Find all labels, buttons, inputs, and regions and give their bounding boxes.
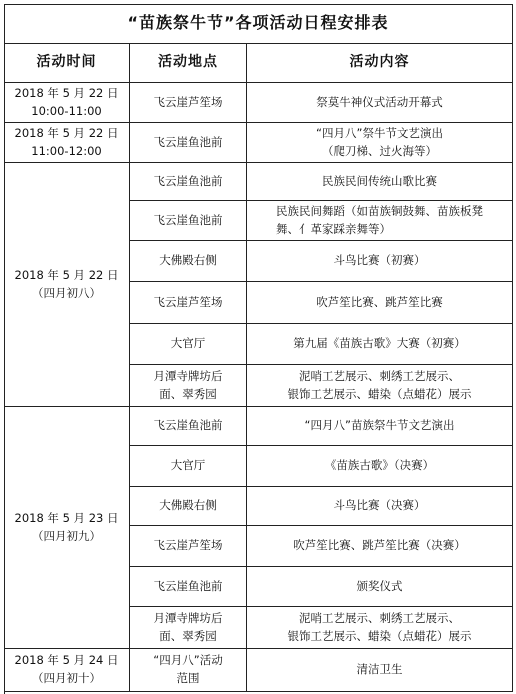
place-cell: 大官厅 [130,446,247,487]
time-cell: 2018 年 5 月 22 日 11:00-12:00 [4,123,130,163]
place-cell: 大佛殿右侧 [130,241,247,282]
header-content: 活动内容 [247,44,513,83]
content-cell: 斗鸟比赛（决赛） [247,487,513,526]
place-cell: 大佛殿右侧 [130,487,247,526]
place-cell: 飞云崖鱼池前 [130,123,247,163]
time-cell: 2018 年 5 月 24 日 （四月初十） [4,649,130,692]
table-title: “苗族祭牛节”各项活动日程安排表 [4,4,513,44]
header-place: 活动地点 [130,44,247,83]
time-cell: 2018 年 5 月 22 日 10:00-11:00 [4,83,130,123]
place-cell: 飞云崖鱼池前 [130,201,247,241]
place-cell: 飞云崖芦笙场 [130,282,247,324]
place-cell: 飞云崖鱼池前 [130,163,247,201]
time-cell-group: 2018 年 5 月 22 日 （四月初八） [4,163,130,407]
content-cell: 颁奖仪式 [247,567,513,607]
content-cell: 泥哨工艺展示、刺绣工艺展示、 银饰工艺展示、蜡染（点蜡花）展示 [247,607,513,649]
place-cell: “四月八”活动 范围 [130,649,247,692]
header-time: 活动时间 [4,44,130,83]
content-cell: 吹芦笙比赛、跳芦笙比赛 [247,282,513,324]
content-cell: 泥哨工艺展示、刺绣工艺展示、 银饰工艺展示、蜡染（点蜡花）展示 [247,365,513,407]
content-cell: 清洁卫生 [247,649,513,692]
content-cell: 吹芦笙比赛、跳芦笙比赛（决赛） [247,526,513,567]
content-cell: 祭莫牛神仪式活动开幕式 [247,83,513,123]
place-cell: 飞云崖芦笙场 [130,526,247,567]
content-cell: 《苗族古歌》（决赛） [247,446,513,487]
time-cell-group: 2018 年 5 月 23 日 （四月初九） [4,407,130,649]
content-cell: 斗鸟比赛（初赛） [247,241,513,282]
place-cell: 月潭寺牌坊后 面、翠秀园 [130,607,247,649]
place-cell: 飞云崖鱼池前 [130,407,247,446]
place-cell: 大官厅 [130,324,247,365]
content-cell: 第九届《苗族古歌》大赛（初赛） [247,324,513,365]
place-cell: 飞云崖鱼池前 [130,567,247,607]
place-cell: 飞云崖芦笙场 [130,83,247,123]
content-cell: “四月八”苗族祭牛节文艺演出 [247,407,513,446]
content-cell: 民族民间传统山歌比赛 [247,163,513,201]
content-cell: 民族民间舞蹈（如苗族铜鼓舞、苗族板凳 舞、亻革家踩亲舞等） [247,201,513,241]
place-cell: 月潭寺牌坊后 面、翠秀园 [130,365,247,407]
content-cell: “四月八”祭牛节文艺演出 （爬刀梯、过火海等） [247,123,513,163]
